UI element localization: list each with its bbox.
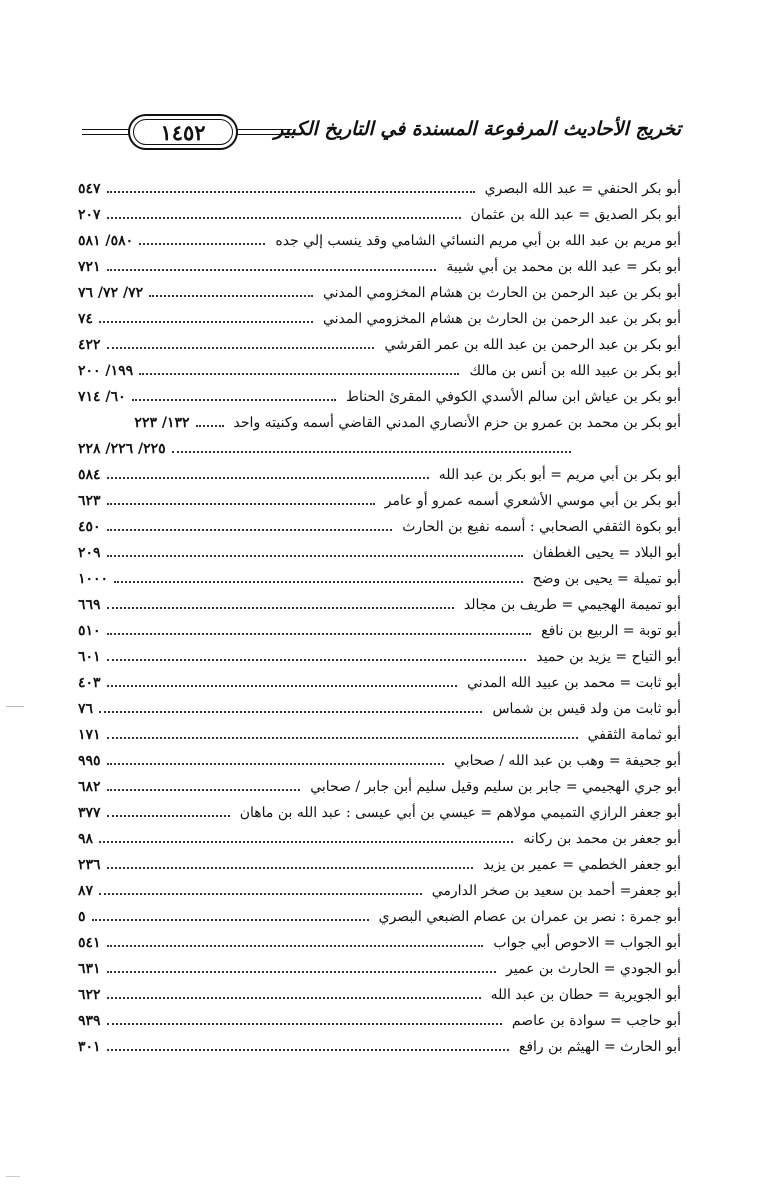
entry-name: أبو بكر = عبد الله بن محمد بن أبي شيبة — [446, 259, 681, 275]
entry-name: أبو بكر بن محمد بن عمرو بن حزم الأنصاري المدني القاضي أسمه وكنيته واحد — [233, 415, 681, 431]
entry-name: أبو بكر بن أبي موسي الأشعري أسمه عمرو أو عامر — [384, 493, 681, 509]
dot-leader — [107, 269, 437, 271]
entry-reference: ٩٣٩ — [78, 1013, 101, 1029]
index-entry — [78, 510, 681, 536]
page-number-badge — [128, 114, 238, 150]
entry-name: أبو بكر بن عبد الرحمن بن عبد الله بن عمر القرشي — [384, 337, 681, 353]
entry-reference: ٩٩٥ — [78, 753, 101, 769]
dot-leader — [139, 243, 265, 245]
entry-reference: ٨٧ — [78, 883, 94, 899]
dot-leader — [107, 503, 375, 505]
dot-leader — [99, 893, 422, 895]
dot-leader — [107, 477, 429, 479]
entry-reference: ٤٢٢ — [78, 337, 101, 353]
entry-name: أبو الجودي = الحارث بن عمير — [506, 961, 681, 977]
dot-leader — [114, 581, 523, 583]
entry-name: أبو بكر بن عبد الرحمن بن الحارث بن هشام المخزومي المدني — [322, 285, 681, 301]
dot-leader — [107, 971, 496, 973]
entry-reference: ٧٢/ ٧٢/ ٧٦ — [78, 285, 144, 301]
dot-leader — [107, 217, 461, 219]
index-entry — [78, 666, 681, 692]
index-entry — [78, 848, 681, 874]
entry-name: أبو بكر بن عبيد الله بن أنس بن مالك — [469, 363, 681, 379]
index-entry — [78, 172, 681, 198]
index-entry — [78, 926, 681, 952]
dot-leader — [107, 633, 532, 635]
index-entry — [78, 874, 681, 900]
index-entry — [78, 1004, 681, 1030]
entry-reference: ١٧١ — [78, 727, 101, 743]
dot-leader — [107, 347, 375, 349]
entry-reference: ٩٨ — [78, 831, 94, 847]
dot-leader — [107, 685, 458, 687]
entry-reference: ١٠٠٠ — [78, 571, 109, 587]
dot-leader — [107, 763, 444, 765]
entry-reference: ٥٨٠/ ٥٨١ — [78, 233, 134, 249]
dot-leader — [107, 659, 527, 661]
index-entry — [78, 952, 681, 978]
index-entry — [78, 380, 681, 406]
dot-leader — [107, 607, 454, 609]
dot-leader — [107, 867, 474, 869]
index-entry — [78, 718, 681, 744]
entry-name: أبو ثابت = محمد بن عبيد الله المدني — [467, 675, 681, 691]
index-entry — [78, 484, 681, 510]
dot-leader — [107, 997, 481, 999]
entry-reference: ٢٠٧ — [78, 207, 101, 223]
index-entry — [78, 900, 681, 926]
entry-reference: ٣٠١ — [78, 1039, 101, 1055]
entry-name: أبو بكر الصديق = عبد الله بن عثمان — [470, 207, 681, 223]
index-entry-continuation — [78, 432, 681, 458]
entry-name: أبو جمرة : نصر بن عمران بن عصام الضبعي البصري — [378, 909, 681, 925]
index-list — [78, 172, 681, 1056]
dot-leader — [107, 815, 230, 817]
dot-leader — [107, 1049, 509, 1051]
dot-leader — [107, 737, 578, 739]
entry-name: أبو جحيفة = وهب بن عبد الله / صحابي — [454, 753, 681, 769]
dot-leader — [139, 373, 459, 375]
entry-reference: ٦٢٢ — [78, 987, 101, 1003]
dot-leader — [107, 1023, 502, 1025]
index-entry — [78, 640, 681, 666]
entry-reference: ٦٣١ — [78, 961, 101, 977]
entry-name: أبو بكر الحنفي = عبد الله البصري — [484, 181, 681, 197]
index-entry — [78, 458, 681, 484]
entry-name: أبو البلاد = يحيى الغطفان — [532, 545, 681, 561]
entry-name: أبو حاجب = سوادة بن عاصم — [511, 1013, 681, 1029]
dot-leader — [107, 945, 484, 947]
entry-name: أبو التياح = يزيد بن حميد — [536, 649, 681, 665]
index-entry — [78, 562, 681, 588]
dot-leader — [107, 529, 393, 531]
index-entry — [78, 328, 681, 354]
page-number: ١٤٥٢ — [160, 119, 206, 145]
index-entry — [78, 354, 681, 380]
dot-leader — [132, 399, 336, 401]
entry-reference: ٦٠١ — [78, 649, 101, 665]
index-entry — [78, 588, 681, 614]
entry-name: أبو جعفر الرازي التميمي مولاهم = عيسي بن أبي عيسى : عبد الله بن ماهان — [239, 805, 681, 821]
entry-reference: ٧٢١ — [78, 259, 101, 275]
index-entry — [78, 224, 681, 250]
margin-mark — [6, 706, 24, 707]
entry-reference: ٢٠٩ — [78, 545, 101, 561]
entry-name: أبو جعفر الخطمي = عمير بن يزيد — [483, 857, 681, 873]
entry-name: أبو تميمة الهجيمي = طريف بن مجالد — [463, 597, 681, 613]
page-header — [78, 106, 681, 156]
entry-reference: ٢٣٦ — [78, 857, 101, 873]
dot-leader — [92, 919, 369, 921]
dot-leader — [107, 789, 301, 791]
entry-reference: ٦٠/ ٧١٤ — [78, 389, 126, 405]
index-entry — [78, 822, 681, 848]
entry-name: أبو الحارث = الهيثم بن رافع — [518, 1039, 681, 1055]
entry-name: أبو الجويرية = حطان بن عبد الله — [490, 987, 681, 1003]
entry-reference: ٤٥٠ — [78, 519, 101, 535]
entry-reference: ١٣٢/ ٢٢٣ — [134, 415, 190, 431]
dot-leader — [99, 321, 313, 323]
index-entry — [78, 302, 681, 328]
dot-leader — [196, 425, 224, 427]
entry-name: أبو بكر بن عبد الرحمن بن الحارث بن هشام المخزومي المدني — [322, 311, 681, 327]
entry-reference: ٢٢٥/ ٢٢٦/ ٢٢٨ — [78, 441, 166, 457]
entry-name: أبو ثابت من ولد قيس بن شماس — [492, 701, 681, 717]
index-entry — [78, 770, 681, 796]
entry-reference: ٤٠٣ — [78, 675, 101, 691]
entry-name: أبو توبة = الربيع بن نافع — [541, 623, 681, 639]
entry-name: أبو الجواب = الاحوص أبي جواب — [493, 935, 681, 951]
index-entry — [78, 1030, 681, 1056]
entry-name: أبو جري الهجيمي = جابر بن سليم وقيل سليم أبن جابر / صحابي — [310, 779, 681, 795]
index-entry — [78, 796, 681, 822]
dot-leader — [172, 451, 571, 453]
entry-reference: ٦٦٩ — [78, 597, 101, 613]
entry-name: أبو تميلة = يحيى بن وضح — [532, 571, 681, 587]
header-rule-left — [82, 129, 130, 135]
entry-reference: ٦٢٣ — [78, 493, 101, 509]
index-entry — [78, 978, 681, 1004]
dot-leader — [107, 555, 523, 557]
dot-leader — [107, 191, 475, 193]
entry-reference: ٣٧٧ — [78, 805, 101, 821]
entry-reference: ٧٤ — [78, 311, 94, 327]
dot-leader — [149, 295, 313, 297]
entry-name: أبو بكوة الثقفي الصحابي : أسمه نفيع بن الحارث — [402, 519, 681, 535]
dot-leader — [99, 841, 513, 843]
index-entry — [78, 250, 681, 276]
margin-mark-bottom — [6, 1176, 20, 1177]
entry-reference: ٥١٠ — [78, 623, 101, 639]
entry-reference: ٧٦ — [78, 701, 94, 717]
entry-reference: ٦٨٢ — [78, 779, 101, 795]
entry-reference: ٥٤١ — [78, 935, 101, 951]
page-title: تخريج الأحاديث المرفوعة المسندة في التاريخ الكبير — [274, 118, 681, 140]
index-entry — [78, 744, 681, 770]
index-entry — [78, 198, 681, 224]
entry-reference: ٥ — [78, 909, 86, 925]
index-entry — [78, 276, 681, 302]
index-entry — [78, 536, 681, 562]
index-entry — [78, 692, 681, 718]
entry-reference: ٥٨٤ — [78, 467, 101, 483]
dot-leader — [99, 711, 482, 713]
entry-name: أبو بكر بن عياش ابن سالم الأسدي الكوفي المقرئ الحناط — [346, 389, 681, 405]
index-entry — [78, 406, 681, 432]
entry-name: أبو ثمامة الثقفي — [587, 727, 681, 743]
index-entry — [78, 614, 681, 640]
entry-reference: ١٩٩/ ٢٠٠ — [78, 363, 134, 379]
entry-reference: ٥٤٧ — [78, 181, 101, 197]
entry-name: أبو جعفر بن محمد بن ركانه — [523, 831, 681, 847]
entry-name: أبو جعفر= أحمد بن سعيد بن صخر الدارمي — [431, 883, 681, 899]
entry-name: أبو مريم بن عبد الله بن أبي مريم النسائي الشامي وقد ينسب إلي جده — [275, 233, 681, 249]
entry-name: أبو بكر بن أبي مريم = أبو بكر بن عبد الله — [438, 467, 681, 483]
